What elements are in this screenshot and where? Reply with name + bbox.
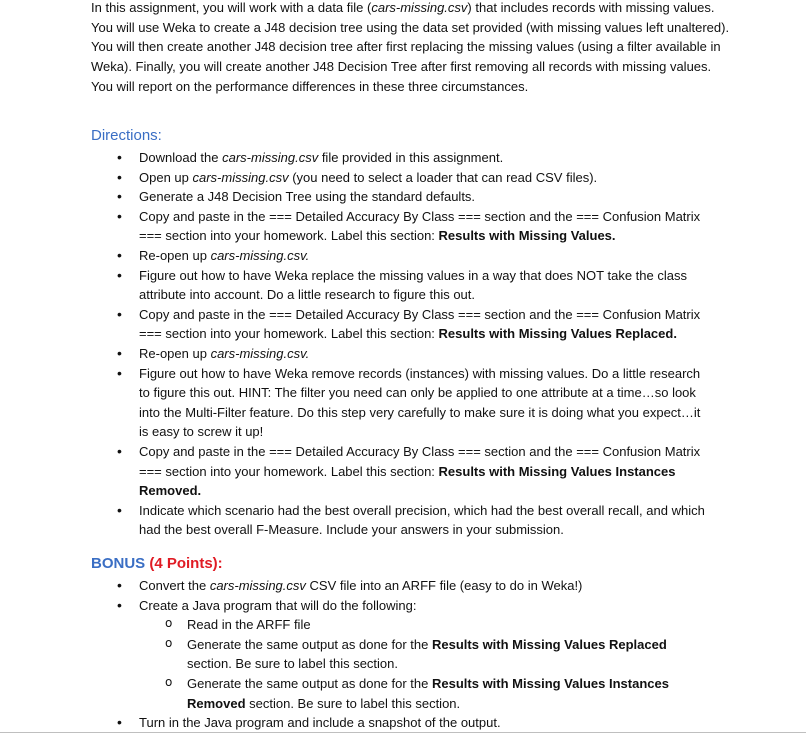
directions-heading: Directions: bbox=[91, 127, 162, 144]
page-bottom-divider bbox=[0, 732, 806, 733]
list-item: • Re-open up cars-missing.csv. bbox=[0, 344, 709, 364]
list-item: • Turn in the Java program and include a snapshot of the output. bbox=[0, 713, 709, 733]
intro-text-1: In this assignment, you will work with a data file ( bbox=[91, 0, 372, 15]
list-item: • Convert the cars-missing.csv CSV file into an ARFF file (easy to do in Weka!) bbox=[0, 576, 709, 596]
list-item: • Figure out how to have Weka remove records (instances) with missing values. Do a little research to figure this out. HINT: The filter you need can only be applied to one attribute at a time…so look into the Multi-Filter feature. Do this step very carefully to make sure it is doing what you expect…it is easy to screw it up! bbox=[0, 364, 709, 442]
directions-list bbox=[0, 148, 806, 540]
list-item: • Copy and paste in the === Detailed Accuracy By Class === section and the === Confusion Matrix === section into your homework. Label this section: Results with Missing Values Instances Removed. bbox=[0, 442, 709, 501]
list-item: • Figure out how to have Weka replace the missing values in a way that does NOT take the class attribute into account. Do a little research to figure this out. bbox=[0, 266, 709, 305]
intro-filename: cars-missing.csv bbox=[371, 0, 468, 15]
bonus-points: (4 Points): bbox=[149, 555, 223, 572]
list-item: • Copy and paste in the === Detailed Accuracy By Class === section and the === Confusion Matrix === section into your homework. Label this section: Results with Missing Values. bbox=[0, 207, 709, 246]
sub-list-item: o Generate the same output as done for the Results with Missing Values Instances Removed section. Be sure to label this section. bbox=[0, 674, 687, 713]
list-item: • Open up cars-missing.csv (you need to select a loader that can read CSV files). bbox=[0, 168, 709, 188]
sub-list-item: o Read in the ARFF file bbox=[0, 615, 687, 635]
list-item: • Copy and paste in the === Detailed Accuracy By Class === section and the === Confusion Matrix === section into your homework. Label this section: Results with Missing Values Replaced. bbox=[0, 305, 709, 344]
list-item: • Generate a J48 Decision Tree using the standard defaults. bbox=[0, 187, 709, 207]
list-item: • Download the cars-missing.csv file provided in this assignment. bbox=[0, 148, 709, 168]
sub-list-wrapper bbox=[0, 615, 806, 713]
bonus-heading bbox=[91, 554, 223, 574]
list-item: • Re-open up cars-missing.csv. bbox=[0, 246, 709, 266]
list-item: • Create a Java program that will do the following: bbox=[0, 596, 709, 616]
intro-paragraph bbox=[91, 0, 731, 97]
bonus-list bbox=[0, 576, 806, 733]
bonus-label: BONUS bbox=[91, 555, 146, 572]
java-sub-list bbox=[0, 615, 806, 713]
sub-list-item: o Generate the same output as done for the Results with Missing Values Replaced section. Be sure to label this section. bbox=[0, 635, 687, 674]
intro-text-2: ) that includes records with missing values. You will use Weka to create a J48 decision tree using the data set provided (with missing values left unaltered). You will then create another J48 decision tree after first replacing the missing values (using a filter available in Weka). Finally, you will create another J48 Decision Tree after first removing all records with missing values. You will report on the performance differences in these three circumstances. bbox=[91, 0, 730, 94]
list-item: • Indicate which scenario had the best overall precision, which had the best overall recall, and which had the best overall F-Measure. Include your answers in your submission. bbox=[0, 501, 709, 540]
